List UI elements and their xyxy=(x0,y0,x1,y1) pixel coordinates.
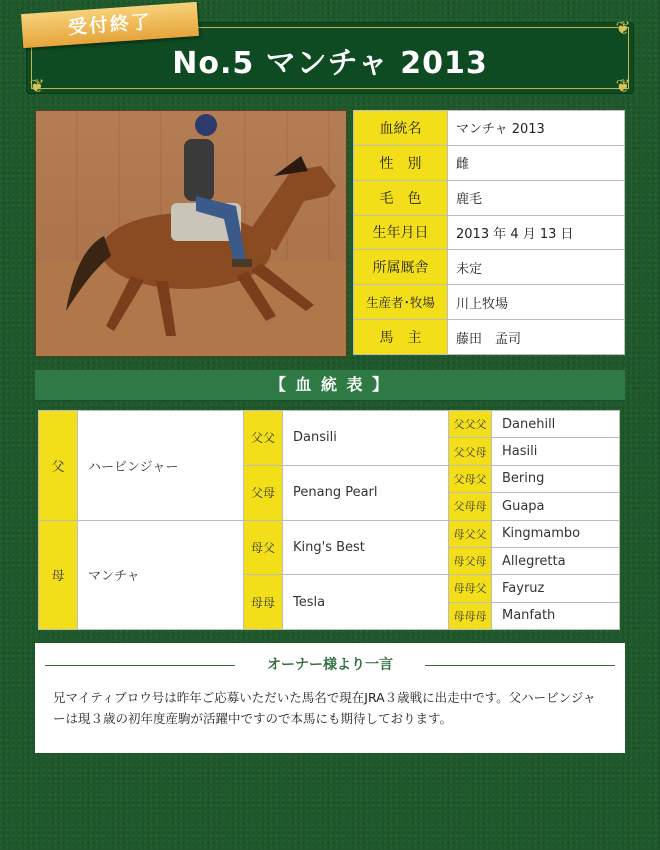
pedigree-gen3-label: 父父母 xyxy=(449,438,492,465)
dam-dam-name: Tesla xyxy=(283,575,449,630)
sire-label: 父 xyxy=(39,411,78,521)
pedigree-gen3-label: 父母父 xyxy=(449,465,492,492)
table-row xyxy=(354,180,625,215)
horse-illustration-icon xyxy=(36,111,346,356)
sire-dam-label: 父母 xyxy=(244,465,283,520)
profile-label: 毛 色 xyxy=(354,180,448,215)
status-badge: 受付終了 xyxy=(21,2,199,48)
sire-dam-name: Penang Pearl xyxy=(283,465,449,520)
table-row xyxy=(354,250,625,285)
horse-photo xyxy=(35,110,347,357)
table-row xyxy=(354,320,625,355)
table-row xyxy=(354,145,625,180)
pedigree-gen3-name: Hasili xyxy=(492,438,620,465)
pedigree-gen3-name: Manfath xyxy=(492,602,620,629)
pedigree-heading: 【 血 統 表 】 xyxy=(35,370,625,400)
owner-title: オーナー様より一言 xyxy=(267,657,393,673)
ornament-icon: ❦ xyxy=(29,76,45,97)
table-row xyxy=(354,215,625,250)
divider xyxy=(425,665,615,666)
pedigree-gen3-name: Bering xyxy=(492,465,620,492)
sire-name: ハービンジャー xyxy=(78,411,244,521)
pedigree-gen3-label: 父母母 xyxy=(449,493,492,520)
pedigree-gen3-name: Allegretta xyxy=(492,547,620,574)
pedigree-gen3-label: 父父父 xyxy=(449,411,492,438)
ornament-icon: ❦ xyxy=(615,18,631,39)
table-row xyxy=(39,411,620,438)
sire-sire-label: 父父 xyxy=(244,411,283,466)
pedigree-gen3-label: 母父父 xyxy=(449,520,492,547)
profile-value: 未定 xyxy=(448,250,625,285)
profile-value: 藤田 孟司 xyxy=(448,320,625,355)
owner-comment-text: 兄マイティブロウ号は昨年ご応募いただいた馬名で現在JRA３歳戦に出走中です。父ハービンジャーは現３歳の初年度産駒が活躍中ですので本馬にも期待しております。 xyxy=(53,690,596,726)
pedigree-gen3-name: Danehill xyxy=(492,411,620,438)
profile-value: 川上牧場 xyxy=(448,285,625,320)
profile-table xyxy=(353,110,625,355)
dam-name: マンチャ xyxy=(78,520,244,630)
profile-label: 血統名 xyxy=(354,111,448,146)
profile-value: 2013 年 4 月 13 日 xyxy=(448,215,625,250)
profile-label: 馬 主 xyxy=(354,320,448,355)
profile-label: 性 別 xyxy=(354,145,448,180)
pedigree-gen3-name: Fayruz xyxy=(492,575,620,602)
table-row xyxy=(39,520,620,547)
dam-dam-label: 母母 xyxy=(244,575,283,630)
pedigree-gen3-name: Kingmambo xyxy=(492,520,620,547)
owner-comment-box xyxy=(35,643,625,753)
ornament-icon: ❦ xyxy=(615,76,631,97)
pedigree-gen3-name: Guapa xyxy=(492,493,620,520)
pedigree-table xyxy=(38,410,620,630)
pedigree-gen3-label: 母母父 xyxy=(449,575,492,602)
dam-sire-label: 母父 xyxy=(244,520,283,575)
table-row xyxy=(354,111,625,146)
profile-value: マンチャ 2013 xyxy=(448,111,625,146)
profile-value: 鹿毛 xyxy=(448,180,625,215)
owner-title-row xyxy=(45,655,615,675)
pedigree-gen3-label: 母母母 xyxy=(449,602,492,629)
profile-label: 生年月日 xyxy=(354,215,448,250)
dam-sire-name: King's Best xyxy=(283,520,449,575)
profile-label: 所属厩舎 xyxy=(354,250,448,285)
pedigree-gen3-label: 母父母 xyxy=(449,547,492,574)
page-title: No.5 マンチャ 2013 xyxy=(172,46,488,81)
table-row xyxy=(354,285,625,320)
sire-sire-name: Dansili xyxy=(283,411,449,466)
dam-label: 母 xyxy=(39,520,78,630)
profile-label: 生産者･牧場 xyxy=(354,285,448,320)
profile-value: 雌 xyxy=(448,145,625,180)
